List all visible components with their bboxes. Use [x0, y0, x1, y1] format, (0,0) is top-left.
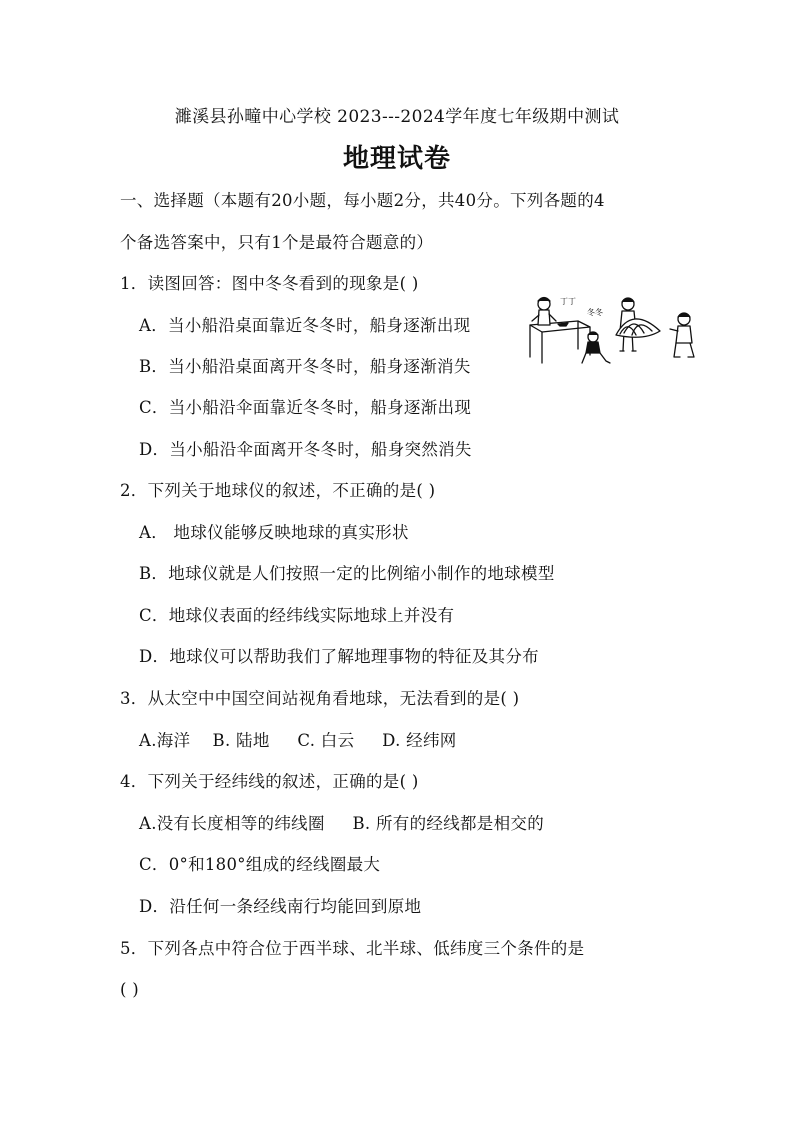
section-instruction-line-1: 一、选择题（本题有20小题，每小题2分，共40分。下列各题的4	[120, 191, 605, 210]
question-2-option-c: C．地球仪表面的经纬线实际地球上并没有	[139, 606, 455, 625]
question-1-stem: 1．读图回答：图中冬冬看到的现象是( )	[120, 274, 419, 293]
question-2-option-d: D．地球仪可以帮助我们了解地理事物的特征及其分布	[139, 647, 539, 666]
question-4-option-a-b: A.没有长度相等的纬线圈 B. 所有的经线都是相交的	[139, 814, 544, 833]
section-instruction-line-2: 个备选答案中，只有1个是最符合题意的）	[120, 233, 434, 252]
question-4-option-c: C．0°和180°组成的经线圈最大	[139, 855, 381, 874]
question-3-stem: 3．从太空中中国空间站视角看地球，无法看到的是( )	[120, 689, 520, 708]
exam-title: 地理试卷	[342, 144, 451, 174]
illustration-label-right: 冬冬	[587, 308, 603, 317]
illustration-label-left: 丁丁	[560, 297, 576, 306]
question-1-option-a: A．当小船沿桌面靠近冬冬时，船身逐渐出现	[139, 316, 471, 335]
question-4-stem: 4．下列关于经纬线的叙述，正确的是( )	[120, 772, 419, 791]
question-2-option-a: A． 地球仪能够反映地球的真实形状	[139, 523, 409, 542]
question-5-stem: 5．下列各点中符合位于西半球、北半球、低纬度三个条件的是	[120, 939, 585, 958]
question-2-stem: 2．下列关于地球仪的叙述，不正确的是( )	[120, 481, 436, 500]
question-1-option-b: B．当小船沿桌面离开冬冬时，船身逐渐消失	[139, 357, 471, 376]
school-line: 濉溪县孙疃中心学校 2023---2024学年度七年级期中测试	[174, 107, 620, 127]
question-5-blank: ( )	[120, 980, 140, 999]
question-1-option-d: D．当小船沿伞面离开冬冬时，船身突然消失	[139, 440, 472, 459]
question-3-options: A.海洋 B. 陆地 C. 白云 D. 经纬网	[139, 731, 457, 750]
question-4-option-d: D．沿任何一条经线南行均能回到原地	[139, 897, 422, 916]
question-1-option-c: C．当小船沿伞面靠近冬冬时，船身逐渐出现	[139, 398, 472, 417]
question-1-illustration	[524, 291, 704, 369]
question-2-option-b: B．地球仪就是人们按照一定的比例缩小制作的地球模型	[139, 564, 555, 583]
